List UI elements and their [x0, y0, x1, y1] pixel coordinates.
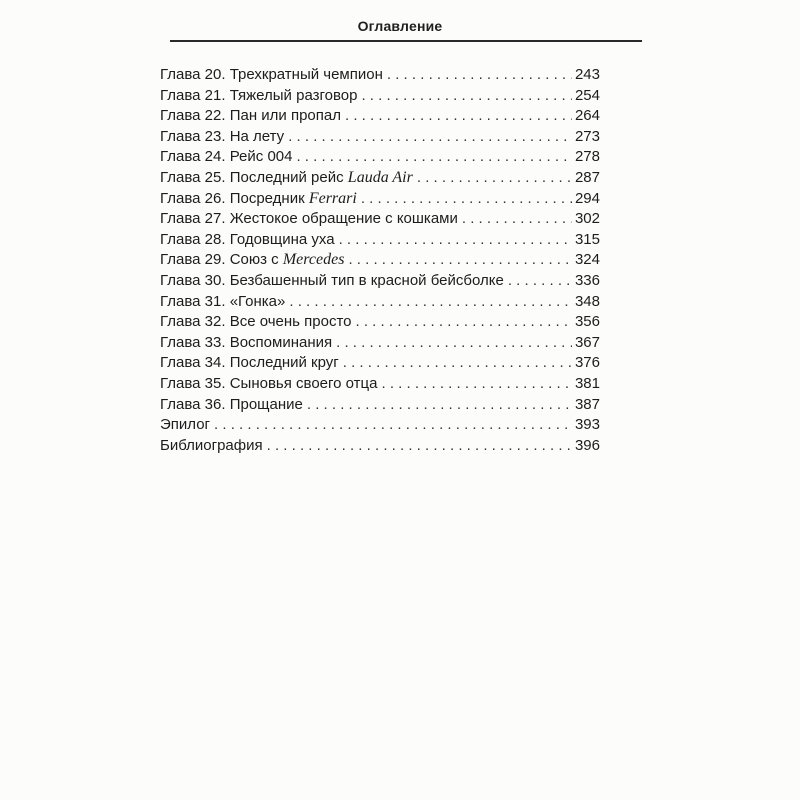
- toc-entry-title-text: Глава 20. Трехкратный чемпион: [160, 66, 383, 83]
- header-divider: [170, 40, 642, 42]
- toc-entry: [160, 169, 600, 190]
- toc-entry-title: [160, 416, 210, 433]
- toc-page-number: 273: [574, 127, 600, 145]
- toc-dot-leader: [361, 87, 572, 104]
- toc-entry-title-text: Глава 30. Безбашенный тип в красной бейсболке: [160, 271, 504, 289]
- page-title: Оглавление: [357, 18, 443, 34]
- toc-entry-title-text: Глава 28. Годовщина уха: [160, 230, 335, 248]
- toc-page-number: 287: [574, 168, 600, 186]
- toc-entry-title-italic: Ferrari: [308, 189, 357, 207]
- toc-dot-leader: [214, 416, 572, 433]
- toc-entry-title: [160, 313, 352, 330]
- toc-dot-leader: [462, 210, 572, 227]
- toc-entry-title-text: Глава 22. Пан или пропал: [160, 107, 341, 125]
- toc-dot-leader: [356, 313, 572, 330]
- toc-entry-title-text: Эпилог: [160, 416, 211, 434]
- toc-dot-leader: [345, 107, 572, 124]
- toc-entry-title-text: Глава 36. Прощание: [160, 395, 303, 413]
- toc-entry-title-text: Глава 27. Жестокое обращение с кошками: [160, 210, 458, 228]
- toc-entry-title-text: Библиография: [160, 436, 263, 454]
- toc-entry-title: [160, 148, 292, 165]
- toc-dot-leader: [417, 169, 572, 186]
- toc-entry-title-text: Глава 31. «Гонка»: [160, 292, 286, 310]
- toc-dot-leader: [339, 231, 572, 248]
- toc-entry-title-text: Глава 21. Тяжелый разговор: [160, 86, 358, 104]
- toc-entry-title-text: Глава 32. Все очень просто: [160, 313, 352, 331]
- toc-dot-leader: [343, 354, 572, 371]
- toc-page-number: 254: [574, 86, 600, 104]
- toc-entry-title-text: Глава 29. Союз с: [160, 251, 283, 269]
- toc-entry-title: [160, 272, 504, 289]
- toc-entry-title: [160, 354, 339, 371]
- toc-page-number: 294: [574, 189, 600, 207]
- toc-entry: [160, 190, 600, 211]
- toc-dot-leader: [387, 66, 572, 83]
- toc-page-number: 264: [574, 107, 600, 125]
- toc-entry-title: [160, 375, 377, 392]
- toc-page-number: 324: [574, 251, 600, 269]
- toc-entry-title-italic: Mercedes: [282, 251, 345, 269]
- toc-entry: [160, 375, 600, 396]
- toc-dot-leader: [508, 272, 572, 289]
- toc-page-number: 315: [574, 230, 600, 248]
- toc-entry-title: [160, 66, 383, 83]
- toc-page-number: 302: [574, 210, 600, 228]
- toc-entry-title-text: Глава 26. Посредник: [160, 189, 309, 207]
- toc-entry: [160, 437, 600, 458]
- toc-page-number: 367: [574, 333, 600, 351]
- toc-entry: [160, 148, 600, 169]
- toc-page-number: 387: [574, 395, 600, 413]
- toc-entry-title: [160, 251, 344, 269]
- toc-entry-title: [160, 210, 458, 227]
- toc-entry-title-italic: Lauda Air: [347, 168, 413, 186]
- toc-page-number: 396: [574, 436, 600, 454]
- table-of-contents: [160, 66, 600, 457]
- toc-entry-title: [160, 231, 335, 248]
- toc-entry: [160, 87, 600, 108]
- toc-entry-title: [160, 396, 303, 413]
- toc-page-number: 243: [574, 66, 600, 83]
- toc-page-number: 348: [574, 292, 600, 310]
- toc-dot-leader: [267, 437, 572, 454]
- toc-entry-title: [160, 437, 263, 454]
- toc-entry-title: [160, 293, 285, 310]
- toc-entry: [160, 416, 600, 437]
- toc-entry: [160, 251, 600, 272]
- toc-entry-title-text: Глава 34. Последний круг: [160, 354, 339, 372]
- toc-entry-title-text: Глава 25. Последний рейс: [160, 168, 348, 186]
- toc-dot-leader: [361, 190, 572, 207]
- toc-entry: [160, 313, 600, 334]
- toc-entry: [160, 66, 600, 87]
- toc-entry-title: [160, 107, 341, 124]
- toc-entry: [160, 293, 600, 314]
- toc-dot-leader: [289, 293, 572, 310]
- toc-entry: [160, 231, 600, 252]
- toc-page-number: 278: [574, 148, 600, 166]
- toc-entry-title: [160, 334, 332, 351]
- toc-entry-title-text: Глава 24. Рейс 004: [160, 148, 293, 166]
- toc-entry: [160, 396, 600, 417]
- toc-page-number: 356: [574, 313, 600, 331]
- toc-dot-leader: [296, 148, 572, 165]
- toc-entry: [160, 272, 600, 293]
- toc-entry: [160, 334, 600, 355]
- toc-entry: [160, 107, 600, 128]
- toc-entry-title: [160, 87, 357, 104]
- toc-dot-leader: [336, 334, 572, 351]
- toc-dot-leader: [307, 396, 572, 413]
- toc-page-number: 336: [574, 271, 600, 289]
- toc-entry: [160, 128, 600, 149]
- toc-entry-title: [160, 190, 357, 208]
- toc-entry-title-text: Глава 33. Воспоминания: [160, 333, 333, 351]
- toc-entry-title: [160, 169, 413, 187]
- toc-dot-leader: [288, 128, 572, 145]
- toc-page-number: 381: [574, 374, 600, 392]
- toc-entry-title: [160, 128, 284, 145]
- toc-entry: [160, 354, 600, 375]
- toc-page-number: 376: [574, 354, 600, 372]
- toc-dot-leader: [381, 375, 572, 392]
- toc-entry: [160, 210, 600, 231]
- toc-entry-title-text: Глава 23. На лету: [160, 127, 285, 145]
- toc-page-number: 393: [574, 416, 600, 434]
- toc-entry-title-text: Глава 35. Сыновья своего отца: [160, 374, 378, 392]
- toc-dot-leader: [348, 251, 572, 268]
